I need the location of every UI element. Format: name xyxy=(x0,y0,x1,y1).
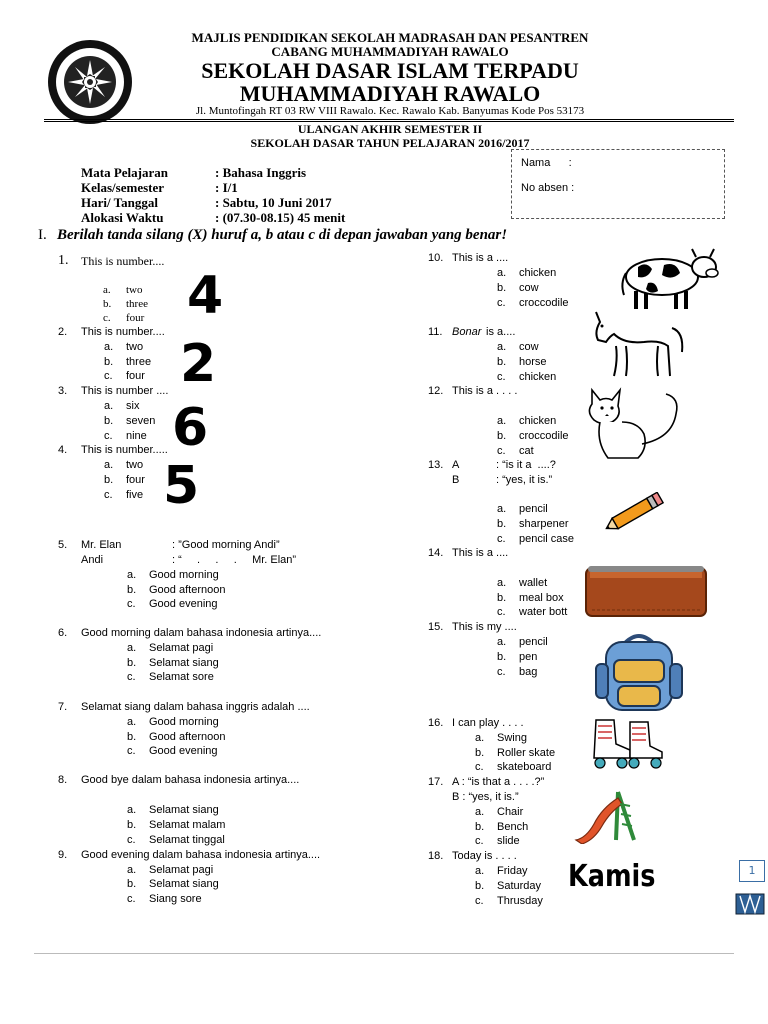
q10-opt-b-letter: b. xyxy=(497,282,507,294)
q14-opt-b-letter: b. xyxy=(497,592,507,604)
q13-number: 13. xyxy=(428,459,444,471)
q16-opt-c: skateboard xyxy=(497,761,552,773)
q11-opt-b-letter: b. xyxy=(497,356,507,368)
wallet-image xyxy=(584,562,708,620)
q16-opt-b-letter: b. xyxy=(475,747,485,759)
q2-opt-b: three xyxy=(126,356,152,368)
q8-number: 8. xyxy=(58,774,68,786)
header-line1: MAJLIS PENDIDIKAN SEKOLAH MADRASAH DAN PESANTREN xyxy=(191,30,589,45)
q17-opt-c-letter: c. xyxy=(475,835,484,847)
q16-opt-c-letter: c. xyxy=(475,761,484,773)
q11-opt-a-letter: a. xyxy=(497,341,507,353)
q18-opt-a: Friday xyxy=(497,865,528,877)
q10-number: 10. xyxy=(428,252,444,264)
q3-number: 3. xyxy=(58,385,68,397)
q6-text: Good morning dalam bahasa indonesia artinya.... xyxy=(81,627,322,639)
q13-line1: : “is it a ....? xyxy=(496,459,556,471)
q12-opt-a-letter: a. xyxy=(497,415,507,427)
q2-number-image: 2 xyxy=(180,334,217,394)
q5-speaker1: Mr. Elan xyxy=(81,539,122,551)
q11-opt-b: horse xyxy=(519,356,547,368)
q14-opt-c-letter: c. xyxy=(497,606,506,618)
page-bottom-divider xyxy=(34,953,734,954)
q11-opt-a: cow xyxy=(519,341,539,353)
q3-opt-a-letter: a. xyxy=(104,400,114,412)
q4-opt-b: four xyxy=(126,474,145,486)
q6-opt-a-letter: a. xyxy=(127,642,137,654)
info-label-date: Hari/ Tanggal xyxy=(81,195,158,210)
q18-opt-a-letter: a. xyxy=(475,865,485,877)
q13-opt-c-letter: c. xyxy=(497,533,506,545)
q12-opt-c-letter: c. xyxy=(497,445,506,457)
q17-opt-c: slide xyxy=(497,835,520,847)
q10-opt-c: croccodile xyxy=(519,297,569,309)
q9-opt-c-letter: c. xyxy=(127,893,136,905)
q15-opt-c: bag xyxy=(519,666,538,678)
q6-opt-c: Selamat sore xyxy=(149,671,214,683)
q4-text: This is number..... xyxy=(81,444,168,456)
backpack-image xyxy=(594,630,684,712)
q18-opt-c: Thrusday xyxy=(497,895,543,907)
q16-opt-a: Swing xyxy=(497,732,527,744)
q6-opt-b: Selamat siang xyxy=(149,657,219,669)
q4-opt-b-letter: b. xyxy=(104,474,114,486)
q6-number: 6. xyxy=(58,627,68,639)
header-line2: CABANG MUHAMMADIYAH RAWALO xyxy=(271,44,509,59)
q3-text: This is number .... xyxy=(81,385,169,397)
q18-number: 18. xyxy=(428,850,444,862)
q9-opt-b: Selamat siang xyxy=(149,878,219,890)
school-name-2: MUHAMMADIYAH RAWALO xyxy=(239,81,541,106)
q8-opt-a: Selamat siang xyxy=(149,804,219,816)
q13-speaker-b: B xyxy=(452,474,460,486)
q14-opt-b: meal box xyxy=(519,592,564,604)
q2-opt-a: two xyxy=(126,341,144,353)
q5-number: 5. xyxy=(58,539,68,551)
q10-opt-c-letter: c. xyxy=(497,297,506,309)
q1-opt-b: three xyxy=(126,298,148,310)
q6-opt-a: Selamat pagi xyxy=(149,642,214,654)
q4-opt-c: five xyxy=(126,489,144,501)
q16-text: I can play . . . . xyxy=(452,717,524,729)
q7-opt-c-letter: c. xyxy=(127,745,136,757)
q17-line1: A : “is that a . . . .?” xyxy=(452,776,545,788)
q1-opt-b-letter: b. xyxy=(103,298,112,310)
cow-image xyxy=(618,243,720,313)
book-icon[interactable] xyxy=(735,892,765,916)
q3-opt-c: nine xyxy=(126,430,147,442)
q7-opt-b: Good afternoon xyxy=(149,731,226,743)
q7-opt-c: Good evening xyxy=(149,745,218,757)
q17-line2: B : “yes, it is.” xyxy=(452,791,519,803)
q14-number: 14. xyxy=(428,547,444,559)
q7-number: 7. xyxy=(58,701,68,713)
q5-opt-a: Good morning xyxy=(149,569,219,581)
q12-opt-b: croccodile xyxy=(519,430,569,442)
q4-opt-a: two xyxy=(126,459,144,471)
q4-number: 4. xyxy=(58,444,68,456)
q7-opt-a-letter: a. xyxy=(127,716,137,728)
q16-opt-a-letter: a. xyxy=(475,732,485,744)
q4-opt-c-letter: c. xyxy=(104,489,113,501)
q14-opt-a-letter: a. xyxy=(497,577,507,589)
page-number: 1 xyxy=(748,864,756,877)
q3-opt-b: seven xyxy=(126,415,156,427)
q10-opt-a: chicken xyxy=(519,267,557,279)
q8-opt-c: Selamat tinggal xyxy=(149,834,225,846)
info-label-time: Alokasi Waktu xyxy=(81,210,164,225)
q10-text: This is a .... xyxy=(452,252,509,264)
q3-opt-a: six xyxy=(126,400,140,412)
q14-text: This is a .... xyxy=(452,547,509,559)
q6-opt-b-letter: b. xyxy=(127,657,137,669)
header-divider xyxy=(44,119,734,120)
q1-number-image: 4 xyxy=(187,266,224,326)
q16-opt-b: Roller skate xyxy=(497,747,556,759)
q5-opt-c-letter: c. xyxy=(127,598,136,610)
q13-opt-a-letter: a. xyxy=(497,503,507,515)
q17-opt-a-letter: a. xyxy=(475,806,485,818)
info-value-subject: : Bahasa Inggris xyxy=(215,165,307,180)
q8-text: Good bye dalam bahasa indonesia artinya.... xyxy=(81,774,300,786)
q2-opt-a-letter: a. xyxy=(104,341,114,353)
q12-opt-b-letter: b. xyxy=(497,430,507,442)
q18-opt-b-letter: b. xyxy=(475,880,485,892)
q5-opt-a-letter: a. xyxy=(127,569,137,581)
q14-opt-a: wallet xyxy=(519,577,548,589)
q1-text: This is number.... xyxy=(81,254,165,268)
q7-opt-b-letter: b. xyxy=(127,731,137,743)
instruction-text: Berilah tanda silang (X) huruf a, b atau c di depan jawaban yang benar! xyxy=(57,227,508,243)
exam-title: ULANGAN AKHIR SEMESTER II xyxy=(297,122,483,136)
q1-opt-a-letter: a. xyxy=(103,284,111,296)
q11-number: 11. xyxy=(428,326,443,338)
q15-opt-c-letter: c. xyxy=(497,666,506,678)
q9-text: Good evening dalam bahasa indonesia artinya.... xyxy=(81,849,321,861)
q15-text: This is my .... xyxy=(452,621,517,633)
q15-number: 15. xyxy=(428,621,444,633)
q5-opt-b-letter: b. xyxy=(127,584,137,596)
info-value-date: : Sabtu, 10 Juni 2017 xyxy=(215,195,332,210)
info-value-time: : (07.30-08.15) 45 menit xyxy=(215,210,346,225)
q3-opt-b-letter: b. xyxy=(104,415,114,427)
q14-opt-c: water bott xyxy=(519,606,568,618)
info-label-subject: Mata Pelajaran xyxy=(81,165,169,180)
q5-speaker2: Andi xyxy=(81,554,104,566)
exam-year: SEKOLAH DASAR TAHUN PELAJARAN 2016/2017 xyxy=(250,136,530,150)
horse-image xyxy=(586,306,688,386)
q8-opt-c-letter: c. xyxy=(127,834,136,846)
q13-opt-c: pencil case xyxy=(519,533,575,545)
q9-number: 9. xyxy=(58,849,68,861)
student-absen-label: No absen : xyxy=(521,182,575,194)
cat-image xyxy=(586,384,688,464)
school-name: SEKOLAH DASAR ISLAM TERPADU xyxy=(201,58,579,83)
q2-number: 2. xyxy=(58,326,68,338)
q18-word-image: Kamis xyxy=(568,859,656,894)
q7-opt-a: Good morning xyxy=(149,716,219,728)
q17-opt-b: Bench xyxy=(497,821,529,833)
q1-opt-c-letter: c. xyxy=(103,312,111,324)
q17-opt-a: Chair xyxy=(497,806,524,818)
q17-opt-b-letter: b. xyxy=(475,821,485,833)
q18-opt-b: Saturday xyxy=(497,880,542,892)
q7-text: Selamat siang dalam bahasa inggris adalah .... xyxy=(81,701,310,713)
q4-number-image: 5 xyxy=(163,456,200,516)
q9-opt-a-letter: a. xyxy=(127,864,137,876)
q8-opt-b-letter: b. xyxy=(127,819,137,831)
pencil-image xyxy=(602,492,668,532)
q13-opt-a: pencil xyxy=(519,503,548,515)
q3-opt-c-letter: c. xyxy=(104,430,113,442)
info-value-class: : I/1 xyxy=(215,180,238,195)
q1-opt-a: two xyxy=(126,284,143,296)
school-logo xyxy=(46,38,134,126)
q9-opt-b-letter: b. xyxy=(127,878,137,890)
page-number-badge[interactable] xyxy=(739,860,765,882)
instruction-number: I. xyxy=(38,227,47,243)
q1-opt-c: four xyxy=(126,312,145,324)
q5-line2: : “ . . . Mr. Elan” xyxy=(172,554,297,566)
q1-number: 1. xyxy=(58,253,69,268)
student-name-label: Nama : xyxy=(521,157,572,169)
q4-opt-a-letter: a. xyxy=(104,459,114,471)
q12-text: This is a . . . . xyxy=(452,385,518,397)
q15-opt-b: pen xyxy=(519,651,538,663)
q6-opt-c-letter: c. xyxy=(127,671,136,683)
slide-image xyxy=(574,788,640,844)
q11-opt-c-letter: c. xyxy=(497,371,506,383)
q13-opt-b: sharpener xyxy=(519,518,569,530)
q2-opt-c: four xyxy=(126,370,145,382)
q13-speaker-a: A xyxy=(452,459,460,471)
q15-opt-a-letter: a. xyxy=(497,636,507,648)
q17-number: 17. xyxy=(428,776,444,788)
q2-opt-c-letter: c. xyxy=(104,370,113,382)
q13-line2: : “yes, it is.” xyxy=(496,474,553,486)
q8-opt-a-letter: a. xyxy=(127,804,137,816)
q12-opt-c: cat xyxy=(519,445,534,457)
q10-opt-a-letter: a. xyxy=(497,267,507,279)
q12-opt-a: chicken xyxy=(519,415,557,427)
q3-number-image: 6 xyxy=(172,398,209,458)
q9-opt-c: Siang sore xyxy=(149,893,202,905)
q18-opt-c-letter: c. xyxy=(475,895,484,907)
roller-skate-image xyxy=(586,716,664,770)
q5-opt-b: Good afternoon xyxy=(149,584,226,596)
q9-opt-a: Selamat pagi xyxy=(149,864,214,876)
q12-number: 12. xyxy=(428,385,444,397)
info-label-class: Kelas/semester xyxy=(81,180,165,195)
q11-text-italic: Bonar xyxy=(452,326,482,338)
q15-opt-b-letter: b. xyxy=(497,651,507,663)
school-address: Jl. Muntofingah RT 03 RW VIII Rawalo. Kec. Rawalo Kab. Banyumas Kode Pos 53173 xyxy=(195,105,585,117)
q16-number: 16. xyxy=(428,717,444,729)
q13-opt-b-letter: b. xyxy=(497,518,507,530)
q15-opt-a: pencil xyxy=(519,636,548,648)
q2-text: This is number.... xyxy=(81,326,165,338)
q18-text: Today is . . . . xyxy=(452,850,517,862)
q8-opt-b: Selamat malam xyxy=(149,819,226,831)
q5-opt-c: Good evening xyxy=(149,598,218,610)
q11-opt-c: chicken xyxy=(519,371,557,383)
q5-line1: : ”Good morning Andi” xyxy=(172,539,280,551)
q11-text: is a.... xyxy=(483,326,516,338)
q2-opt-b-letter: b. xyxy=(104,356,114,368)
q10-opt-b: cow xyxy=(519,282,539,294)
